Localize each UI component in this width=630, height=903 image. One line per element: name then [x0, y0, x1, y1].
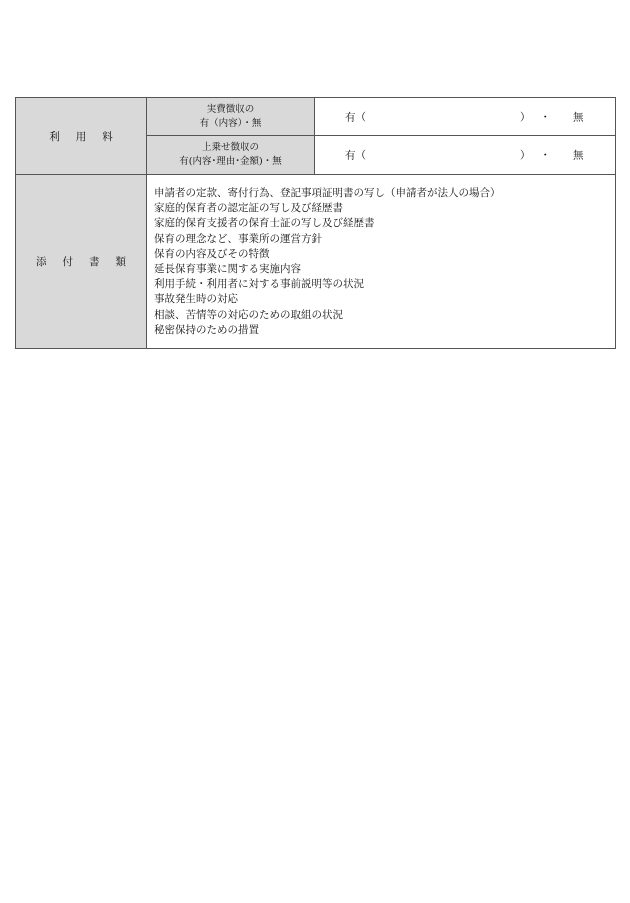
attachments-header: 添付書類 [16, 175, 147, 349]
actual-cost-value[interactable] [315, 98, 616, 136]
additional-cost-no[interactable]: 無 [573, 149, 584, 162]
fee-row-actual-cost [16, 98, 616, 136]
additional-cost-label-line1: 上乗せ徴収の [201, 142, 259, 153]
actual-cost-label-line2: 有（内容）・無 [199, 117, 262, 129]
attachment-item: 保育の内容及びその特徴 [154, 247, 270, 260]
additional-cost-label [147, 136, 315, 175]
attachment-item: 保育の理念など、事業所の運営方針 [154, 232, 322, 245]
actual-cost-paren-close: ） [520, 111, 531, 123]
actual-cost-label [147, 98, 315, 136]
application-form-table [15, 97, 616, 349]
attachment-item: 利用手続・利用者に対する事前説明等の状況 [154, 278, 364, 291]
attachment-item: 事故発生時の対応 [154, 293, 238, 306]
additional-cost-yes[interactable]: 有（ [345, 149, 366, 162]
additional-cost-label-line2: 有(内容･理由･金額)・無 [179, 156, 282, 167]
additional-cost-paren-close: ） [520, 149, 531, 162]
attachments-list [147, 175, 616, 349]
attachment-item: 相談、苦情等の対応のための取組の状況 [154, 308, 343, 321]
attachment-item: 家庭的保育支援者の保育士証の写し及び経歴書 [154, 217, 375, 230]
fee-header: 利用料 [16, 98, 147, 175]
additional-cost-separator: ・ [540, 149, 551, 162]
actual-cost-label-line1: 実費徴収の [206, 103, 255, 115]
actual-cost-separator: ・ [540, 111, 551, 123]
actual-cost-no[interactable]: 無 [573, 111, 584, 123]
attachment-item: 延長保育事業に関する実施内容 [154, 263, 301, 276]
attachments-row [16, 175, 616, 349]
additional-cost-value[interactable] [315, 136, 616, 175]
attachment-item: 家庭的保育者の認定証の写し及び経歴書 [154, 202, 343, 215]
actual-cost-yes[interactable]: 有（ [345, 111, 366, 123]
attachment-item: 秘密保持のための措置 [154, 323, 259, 336]
attachment-item: 申請者の定款、寄付行為、登記事項証明書の写し（申請者が法人の場合） [154, 187, 501, 199]
